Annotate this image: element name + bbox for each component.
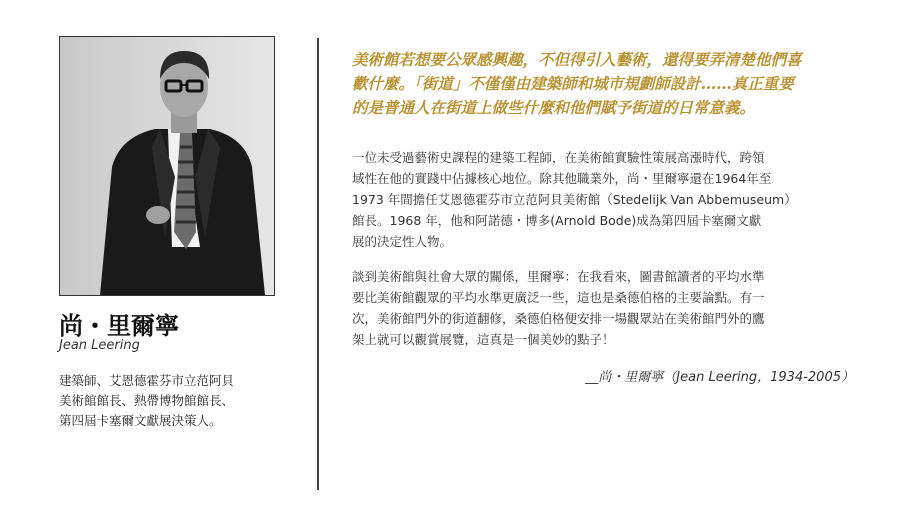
paragraph-line: 展的決定性人物。 bbox=[352, 234, 453, 249]
person-bio bbox=[59, 371, 289, 431]
paragraph-line: 架上就可以觀賞展覽，這真是一個美妙的點子！ bbox=[352, 332, 615, 347]
person-name-english: Jean Leering bbox=[59, 338, 140, 353]
quote-line: 美術館若想要公眾感興趣，不但得引入藝術，還得要弄清楚他們喜 bbox=[352, 50, 802, 69]
person-name: 尚・里爾寧 bbox=[59, 311, 179, 340]
portrait-illustration bbox=[60, 37, 274, 295]
pull-quote bbox=[352, 48, 862, 120]
paragraph-line: 要比美術館觀眾的平均水準更廣泛一些，這也是桑德伯格的主要論點。有一 bbox=[352, 290, 765, 305]
paragraph-line: 次，美術館門外的街道翻修，桑德伯格便安排一場觀眾站在美術館門外的鷹 bbox=[352, 311, 765, 326]
paragraph-line: 1973 年間擔任艾恩德霍芬市立范阿貝美術館（Stedelijk Van Abbemuseum） bbox=[352, 192, 797, 207]
portrait-photo bbox=[59, 36, 275, 296]
quote-line: 的是普通人在街道上做些什麼和他們賦予街道的日常意義。 bbox=[352, 98, 756, 117]
body-paragraph-2 bbox=[352, 266, 857, 350]
body-paragraph-1 bbox=[352, 147, 857, 252]
vertical-divider bbox=[317, 38, 319, 490]
quote-line: 歡什麼。「街道」不僅僅由建築師和城市規劃師設計……真正重要 bbox=[352, 74, 794, 93]
bio-line: 第四屆卡塞爾文獻展決策人。 bbox=[59, 413, 222, 428]
quote-attribution: __尚・里爾寧（Jean Leering，1934-2005） bbox=[585, 370, 854, 385]
bio-line: 美術館館長、熱帶博物館館長、 bbox=[59, 393, 235, 408]
paragraph-line: 談到美術館與社會大眾的關係，里爾寧：在我看來，圖書館讀者的平均水準 bbox=[352, 269, 765, 284]
paragraph-line: 一位未受過藝術史課程的建築工程師，在美術館實驗性策展高漲時代，跨領 bbox=[352, 150, 765, 165]
paragraph-line: 域性在他的實踐中佔據核心地位。除其他職業外，尚・里爾寧還在1964年至 bbox=[352, 171, 772, 186]
bio-line: 建築師、艾恩德霍芬市立范阿貝 bbox=[59, 373, 235, 388]
paragraph-line: 館長。1968 年，他和阿諾德・博多(Arnold Bode)成為第四屆卡塞爾文獻 bbox=[352, 213, 762, 228]
